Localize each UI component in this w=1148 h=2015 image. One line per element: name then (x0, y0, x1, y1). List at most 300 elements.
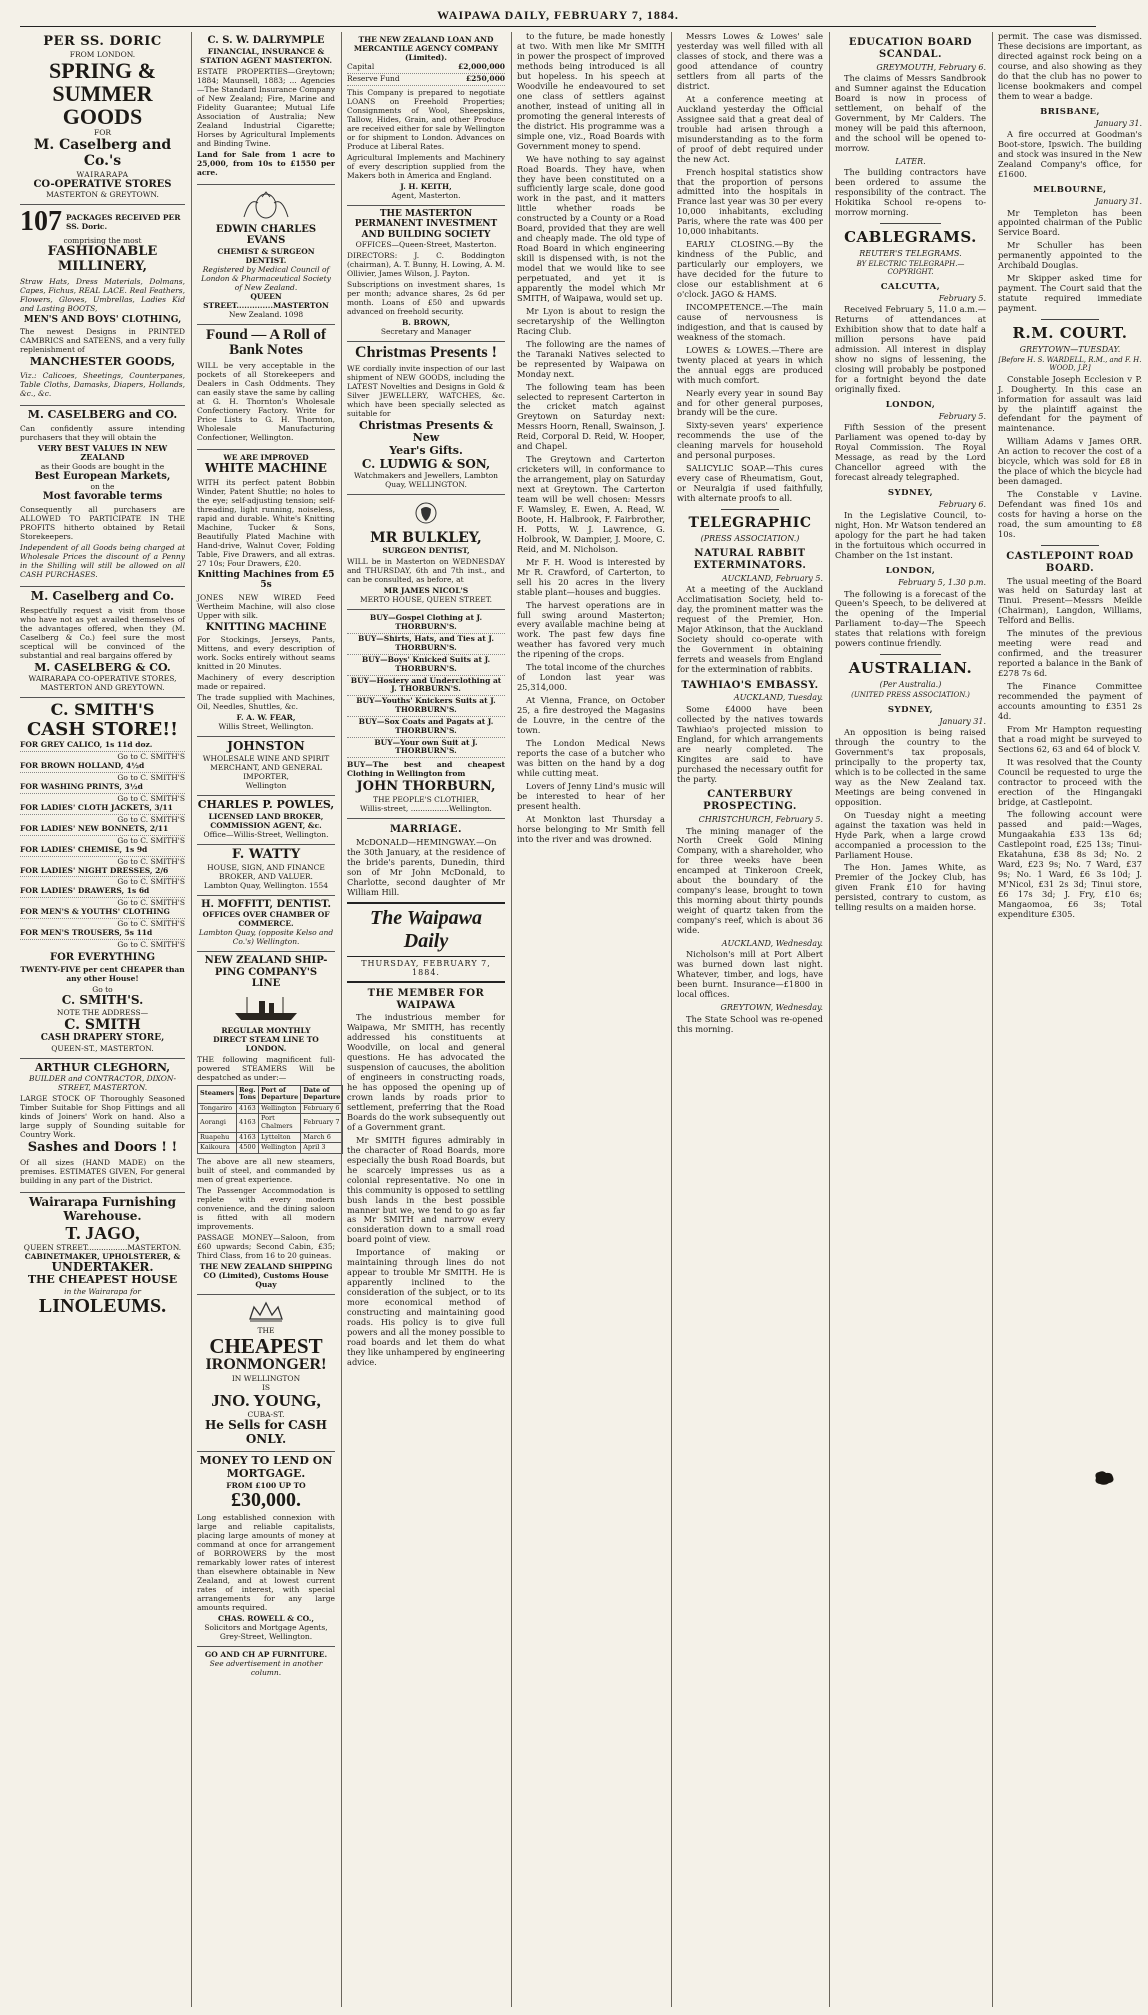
article-paragraph: In the Legislative Council, to-night, Hon. Mr Watson tendered an apology for the part he had taken in the fortuitous which occurred in Chamber on the 1st instant. (835, 510, 986, 561)
thorburn-item: BUY—Sox Coats and Pagats at J. THORBURN'S. (347, 717, 505, 738)
ad-text: THE NEW ZEALAND LOAN AND MERCANTILE AGENCY COMPANY (Limited). (353, 35, 499, 63)
price-row (20, 782, 185, 794)
ad-text: IN WELLINGTON (231, 1373, 301, 1383)
ad-body: THE following magnificent full-powered STEAMERS Will be despatched as under:— (197, 1054, 335, 1082)
ad-body: Can confidently assure intending purchasers that they will obtain the (20, 423, 185, 442)
ad-headline: C. S. W. DALRYMPLE (207, 35, 325, 47)
price-row (20, 907, 185, 919)
ad-headline: Wairarapa Furnishing (28, 1195, 177, 1210)
article-paragraph: Nicholson's mill at Port Albert was burned down last night. Whatever, timber, and logs, have been burnt. Insurance—£1800 in local offices. (677, 949, 823, 1000)
ad-text: FROM LONDON. (69, 50, 136, 60)
price-row (20, 824, 185, 836)
article-paragraph: At a conference meeting at Auckland yesterday the Official Assignee said that a great deal of trouble had arisen through a misunderstanding as to the form of proof of debt required under the new Act. (677, 93, 823, 164)
ad-headline: Bank Notes (229, 342, 303, 359)
price-source: Go to C. SMITH'S (117, 835, 185, 845)
price-source: Go to C. SMITH'S (117, 877, 185, 887)
ad-text: Wellington (245, 780, 287, 790)
cablegrams-subheading: BY ELECTRIC TELEGRAPH.—COPYRIGHT. (856, 260, 965, 277)
ad-headline: Best European Markets, (34, 470, 171, 482)
cablegrams-heading: CABLEGRAMS. (844, 228, 977, 247)
ad-headline: VERY BEST VALUES IN NEW ZEALAND (37, 442, 168, 462)
ad-text: MASTERTON & GREYTOWN. (46, 190, 159, 200)
ad-text: FROM £100 UP TO (226, 1480, 306, 1490)
ad-text: in the Wairarapa for (64, 1287, 141, 1297)
dateline: February 5. (938, 293, 986, 303)
city-heading: SYDNEY, (887, 704, 934, 715)
article-paragraph: Mr Lyon is about to resign the secretaryship of the Wellington Racing Club. (517, 305, 665, 336)
ad-body: This Company is prepared to negotiate LOANS on Freehold Properties; Consignments of Wool, Sheepskins, Tallow, Hides, Grain, and other Produce are received either for sale by Wellington or for shipment to London. Advances on Produce at Liberal Rates. (347, 87, 505, 151)
city-heading: SYDNEY, (887, 487, 934, 498)
divider (1041, 319, 1099, 320)
thornton-found-ad (197, 325, 335, 451)
thorburn-list (347, 613, 505, 758)
ad-text: PER SS. DORIC (43, 34, 162, 50)
ad-text: Lambton Quay, (opposite Kelso and Co.'s) Wellington. (198, 928, 334, 947)
ad-headline: MR BULKLEY, (370, 530, 482, 547)
price-label: FOR LADIES' NIGHT DRESSES, 2/6 (20, 865, 169, 875)
ad-headline: MANCHESTER GOODS, (29, 355, 176, 369)
article-paragraph: Mr Skipper asked time for payment. The Court said that the statute required immediate payment. (998, 273, 1142, 314)
ad-text: THE PEOPLE'S CLOTHIER, (372, 795, 480, 805)
row-value: £250,000 (465, 74, 505, 83)
price-source: Go to C. SMITH'S (117, 793, 185, 803)
article-paragraph: Mr F. H. Wood is interested by Mr R. Crawford, of Carterton, to sell his 20 acres in the livery stable plant—houses and buggies. (517, 556, 665, 597)
ad-headline: LINOLEUMS. (38, 1295, 167, 1318)
table-cell: Tongariro (198, 1103, 237, 1114)
young-ironmonger-ad (197, 1295, 335, 1452)
ad-text: CO-OPERATIVE STORES (33, 178, 172, 190)
article-paragraph: Constable Joseph Ecclesion v P. J. Dougherty. In this case an information for assault was laid by the plaintiff against the defendant for the payment of maintenance. (998, 373, 1142, 434)
ludwig-christmas-ad (347, 342, 505, 496)
australian-heading: AUSTRALIAN. (848, 659, 973, 678)
evans-ad (197, 185, 335, 325)
smith-cash-store-ad (20, 698, 185, 1058)
price-row (20, 761, 185, 773)
dateline: February 5. (938, 411, 986, 421)
caselberg-visit-ad (20, 587, 185, 698)
table-cell: 4163 (237, 1103, 259, 1114)
ad-body: DIRECTORS: J. C. Boddington (chairman), A. T. Bunny, H. Lowing, A. M. Ollivier, James Wilson, J. Payton. (347, 250, 505, 278)
table-cell: 4500 (237, 1143, 259, 1154)
ad-text: MR JAMES NICOL'S (383, 586, 469, 596)
powles-ad (197, 796, 335, 845)
ad-text: Agent, Masterton. (391, 190, 461, 200)
ad-headline: C. SMITH'S. (61, 993, 144, 1008)
article-paragraph: At Vienna, France, on October 25, a fire destroyed the Magasins de Louvre, in the centre of the town. (517, 695, 665, 736)
article-paragraph: The minutes of the previous meeting were read and confirmed, and the treasurer reported a balance in the Bank of £278 7s 6d. (998, 628, 1142, 679)
article-paragraph: The usual meeting of the Board was held on Saturday last at Tinui. Present—Messrs Meikle (Chairman), Langdon, Williams, Telford and Bellis. (998, 575, 1142, 626)
article-paragraph: At a meeting of the Auckland Acclimatisation Society, held to-day, the prominent matter was the request of the Premier, Hon. Major Atkinson, that the Auckland Society should co-operate with the Government in obtaining ferrets and weasels from England for the extermination of rabbits. (677, 584, 823, 674)
article-paragraph: The following is a forecast of the Queen's Speech, to be delivered at the opening of the Imperial Parliament to-day—The Speech states that relations with foreign powers continue friendly. (835, 588, 986, 649)
article-paragraph: Mr Templeton has been appointed chairman of the Public Service Board. (998, 207, 1142, 238)
running-head (20, 8, 1096, 27)
watty-ad (197, 845, 335, 896)
ad-headline: Warehouse. (63, 1209, 142, 1223)
article-paragraph: SALICYLIC SOAP.—This cures every case of Rheumatism, Gout, or Neuralgia if used faithfully, with alternate proofs to all. (677, 463, 823, 504)
ad-headline: MILLINERY, (57, 259, 148, 274)
article-paragraph: The following account were passed and paid:—Wages, Mungaakahia £33 13s 6d; Castlepoint road, £25 13s; Tinui-Ekatahuna, £38 8s 3d; No. 2 Ward, £23 9s; No. 7 Ward, £37 9s; No. 1 Ward, £6 3s 10d; J. M'Nicol, £31 2s 3d; Tinui store, £6 17s 3d; J. Fry, £10 6s; Mangaomoa, £6 3s; Total expenditure £305. (998, 809, 1142, 919)
ad-headline: CASH DRAPERY STORE, (40, 1033, 165, 1044)
article-paragraph: Nearly every year in sound Bay and for other general purposes, brandy will be the cure. (677, 387, 823, 418)
editorial-body (347, 1013, 505, 1367)
article-paragraph: INCOMPETENCE.—The main cause of nervousness is indigestion, and that is caused by weakness of the stomach. (677, 301, 823, 342)
dateline: January 31. (939, 716, 986, 726)
ad-headline: IRONMONGER! (205, 1356, 327, 1374)
ad-body: Machinery of every description made or repaired. (197, 673, 335, 692)
ad-text: Go to (92, 985, 113, 995)
article-paragraph: Mr SMITH figures admirably in the character of Road Boards, more especially the bush Road Boards, but he scarcely impresses us as a colonial representative. No one in this community is opposed to settling bush lands in the best possible manner but we, we tend to go as far as Mr SMITH and narrow every consideration down to a small road board point of view. (347, 1134, 505, 1245)
article-paragraph: William Adams v James ORR. An action to recover the cost of a bicycle, which was sold for £8 in the place of which the bicycle had been damaged. (998, 436, 1142, 487)
price-label: FOR MEN'S & YOUTHS' CLOTHING (20, 907, 170, 917)
moffitt-ad (197, 896, 335, 953)
ad-body: Of all sizes (HAND MADE) on the premises. ESTIMATES GIVEN, For general building in any part of the District. (20, 1158, 185, 1186)
ad-body: Agricultural Implements and Machinery of every description supplied from the Makers both in America and England. (347, 152, 505, 180)
article-paragraph: The London Medical News reports the case of a butcher who was bitten on the hand by a dog while cutting meat. (517, 737, 665, 778)
dateline: January 31. (1095, 197, 1142, 207)
ad-body: JONES NEW WIRED Feed Wertheim Machine, will also close Upper with silk. (197, 592, 335, 620)
ad-headline: CHARLES P. POWLES, (197, 797, 335, 811)
thorburn-item: BUY—Gospel Clothing at J. THORBURN'S. (347, 613, 505, 634)
price-source: Go to C. SMITH'S (117, 856, 185, 866)
ad-headline: THE CHEAPEST HOUSE (27, 1273, 178, 1287)
table-row (198, 1132, 343, 1143)
divider (721, 509, 779, 510)
ad-headline: H. MOFFITT, DENTIST. (201, 898, 331, 910)
article-paragraph: The harvest operations are in full swing around Masterton; every available machine being at work. The past few days fine weather has favored very much the ripening of the crops. (517, 599, 665, 660)
court-heading: R.M. COURT. (1012, 324, 1128, 343)
ad-text: THE NEW ZEALAND SHIPPING CO (Limited), Customs House Quay (199, 1262, 333, 1290)
price-label: FOR LADIES' CHEMISE, 1s 9d (20, 844, 148, 854)
ad-headline: C. LUDWIG & SON, (361, 456, 491, 471)
ad-text: Watchmakers and Jewellers, Lambton Quay, WELLINGTON. (354, 471, 498, 490)
article-paragraph: An opposition is being raised through the country to the Government's tax proposals, principally to the property tax, which is to be collected in the same way as the New Zealand tax. Meetings are being convened in opposition. (835, 727, 986, 807)
table-cell: April 3 (301, 1143, 343, 1154)
ad-body: WILL be in Masterton on WEDNESDAY and THURSDAY, 6th and 7th inst., and can be consulted, as before, at (347, 557, 505, 585)
ad-headline: CASH STORE!! (26, 718, 179, 740)
price-source: Go to C. SMITH'S (117, 898, 185, 908)
price-row (20, 803, 185, 815)
divider (1041, 545, 1099, 546)
ad-headline: GOODS (62, 104, 143, 130)
article-paragraph: Lovers of Jenny Lind's music will be interested to hear of her present health. (517, 780, 665, 811)
divider (880, 654, 940, 655)
price-label: FOR LADIES' CLOTH JACKETS, 3/11 (20, 802, 173, 812)
article-paragraph: LOWES & LOWES.—There are twenty placed at years in which the annual eggs are produced with much comfort. (677, 344, 823, 385)
price-label: FOR WASHING PRINTS, 3½d (20, 782, 143, 792)
article-paragraph: French hospital statistics show that the proportion of persons admitted into the hospitals in France last year was 30 per every 10,000 inhabitants, excluding Paris, where the rate was 400 per 10,000 inhabitants. (677, 166, 823, 237)
ad-body: The newest Designs in PRINTED CAMBRICS and SATEENS, and a very fully replenishment of (20, 327, 185, 355)
ad-text: See advertisement in another column. (209, 1658, 323, 1677)
steamship-icon (197, 993, 335, 1023)
white-machine-ad (197, 450, 335, 737)
article-paragraph: On Tuesday night a meeting against the taxation was held in Hyde Park, when a large crowd accompanied a procession to the Parliament House. (835, 809, 986, 860)
ad-headline: C. SMITH (64, 1017, 141, 1034)
city-heading: CALCUTTA, (880, 281, 941, 292)
ad-body: Land for Sale from 1 acre to 25,000, from 10s to £1550 per acre. (197, 149, 335, 177)
caselberg-packages-ad (20, 205, 185, 406)
table-header: Steamers (198, 1085, 237, 1103)
column-5 (677, 32, 830, 2007)
article-paragraph: The total income of the churches of London last year was 25,314,000. (517, 662, 665, 693)
ad-headline: JOHNSTON (227, 739, 305, 754)
ad-text: QUEEN STREET..............MASTERTON (203, 291, 329, 310)
price-row (20, 886, 185, 898)
ad-text: Willis Street, Wellington. (218, 722, 314, 732)
ad-headline: T. JAGO, (65, 1222, 140, 1243)
thorburn-item: BUY—Your own Suit at J. THORBURN'S. (347, 738, 505, 759)
ad-text: WAIRARAPA (76, 169, 129, 179)
article-paragraph: It was resolved that the County Council be requested to urge the contractor to proceed with the erection of the Hingangaki bridge, at Castlepoint. (998, 756, 1142, 807)
ad-body: The trade supplied with Machines, Oil, Needles, Shuttles, &c. (197, 693, 335, 712)
city-heading: LONDON, (885, 399, 936, 410)
ad-text: DIRECT STEAM LINE TO LONDON. (213, 1034, 319, 1053)
dateline: CHRISTCHURCH, February 5. (698, 815, 823, 825)
dateline: February 5, 1.30 p.m. (898, 578, 986, 588)
thorburn-ad (347, 610, 505, 819)
article-paragraph: Sixty-seven years' experience recommends the use of the cleaning marvels for household and personal purposes. (677, 420, 823, 461)
thorburn-item: BUY—Boys' Knicked Suits at J. THORBURN'S. (347, 655, 505, 676)
bulkley-dentist-ad (347, 495, 505, 610)
local-news-continued (677, 32, 823, 504)
ad-headline: THE MASTERTON PERMANENT INVESTMENT AND BUILDING SOCIETY (354, 208, 498, 240)
ad-text: CABINETMAKER, UPHOLSTERER, & (24, 1251, 181, 1261)
building-society-ad (347, 206, 505, 342)
court-subheading: GREYTOWN—TUESDAY. (1019, 344, 1121, 354)
running-head-title: WAIPAWA DAILY, FEBRUARY 7, 1884. (437, 8, 679, 22)
article-paragraph: Messrs Lowes & Lowes' sale yesterday was well filled with all classes of stock, and there was a good attendance of country settlers from all parts of the district. (677, 31, 823, 91)
article-paragraph: A fire occurred at Goodman's Boot-store, Ipswich. The building and stock was insured in the New Zealand Company's office, for £1600. (998, 129, 1142, 180)
ad-text: FOR (94, 128, 111, 138)
article-paragraph: Fifth Session of the present Parliament was opened to-day by Royal Commission. The Royal Message, as read by the Lord Chancellor agreed with the forecast already telegraphed. (835, 422, 986, 482)
ad-text: B. BROWN, (401, 317, 451, 327)
article-paragraph: The Greytown and Carterton cricketers will, in conformance to the arrangement, play on Saturday next at Greytown. The Carterton team will be well chosen: Messrs F. Wamsley, E. Ewen, A. Read, W. Boote, H. Halbrook, F. Fairbrother, H. Potts, W. J. Lawrence, G. Holbrook, W. Dampier, J. Moore, C. Reid, and M. Nicholson. (517, 454, 665, 554)
article-paragraph: The building contractors have been ordered to assume the responsibility of the contract. The Hokitika School re-opens to-morrow morning. (835, 167, 986, 218)
money-to-lend-ad (197, 1452, 335, 1646)
ad-headline: ARTHUR CLEGHORN, (34, 1060, 171, 1074)
dental-chair-icon (347, 501, 505, 527)
price-label: FOR LADIES' DRAWERS, 1s 6d (20, 886, 150, 896)
article-paragraph: The industrious member for Waipawa, Mr SMITH, has recently addressed his constituents at Woodville, on local and general questions. He has advocated the suspension of caucuses, the abolition of engineers in constructing roads, he has opposed the opening up of crown lands by roads prior to settlement, preferring that the Road Boards do the work subsequently out of a Government grant. (347, 1012, 505, 1132)
ad-text: Registered by Medical Council of London & Pharmaceutical Society of New Zealand. (201, 264, 331, 292)
ad-text: MERTO HOUSE, QUEEN STREET. (360, 595, 492, 605)
ad-headline: PING COMPANY'S (214, 966, 318, 978)
ad-headline: M. Caselberg and Co. (30, 588, 175, 603)
city-heading: BRISBANE, (1040, 106, 1100, 117)
table-row (198, 1103, 343, 1114)
article-paragraph: We have nothing to say against Road Boards. They have, when they have been constituted on a sufficiently large scale, done good work in the past, and it matters little whether roads be constructed by a County or a Road Board, provided that they are well and cheaply made. The old type of Road Board in which engineering skill is dispensed with, is not the model that we would like to see perpetuated, and yet it is apparently the model which Mr SMITH, of Waipawa, would set up. (517, 153, 665, 303)
editorial-heading: THE MEMBER FOR WAIPAWA (367, 987, 485, 1011)
dateline: AUCKLAND, February 5. (721, 573, 823, 583)
row-label: Capital (347, 62, 375, 72)
caselberg-notice (20, 406, 185, 587)
column-4 (517, 32, 672, 2007)
table-cell: February 7 (301, 1114, 343, 1132)
ad-text: REGULAR MONTHLY (221, 1025, 311, 1035)
ad-headline: LINE (251, 978, 281, 990)
ad-text: WE ARE IMPROVED (223, 453, 309, 463)
table-cell: Lyttelton (258, 1132, 300, 1143)
ad-headline: UNDERTAKER. (51, 1259, 154, 1274)
table-cell: March 6 (301, 1132, 343, 1143)
ad-headline: KNITTING MACHINE (205, 621, 327, 633)
dateline: January 31. (1095, 118, 1142, 128)
column-6 (835, 32, 993, 2007)
table-header: Date of Departure (301, 1085, 343, 1103)
ad-text: GO AND CH AP FURNITURE. (204, 1649, 328, 1659)
ad-headline: He Sells for CASH ONLY. (204, 1417, 328, 1446)
ad-headline: £30,000. (231, 1488, 301, 1511)
dateline: LATER. (895, 156, 926, 166)
ad-text: Solicitors and Mortgage Agents, Grey-Street, Wellington. (204, 1622, 328, 1641)
ad-headline: FOR EVERYTHING (50, 951, 155, 963)
jago-ad (20, 1193, 185, 1322)
price-label: FOR LADIES' NEW BONNETS, 2/11 (20, 823, 169, 833)
article-paragraph: The mining manager of the North Creek Gold Mining Company, with a shareholder, who for three weeks have been encamped at Tinkeroon Creek, about the boundary of the company's lease, brought to town this morning about thirty pounds weight of quartz taken from the company's reef, which is about 36 wide. (677, 825, 823, 936)
ad-headline: Christmas Presents ! (355, 343, 497, 361)
price-label: FOR BROWN HOLLAND, 4½d (20, 761, 145, 771)
ad-headline: Most favorable terms (42, 491, 163, 503)
ad-body: Respectfully request a visit from those who have not as yet availed themselves of the advantages offered, when they (M. Caselberg & Co.) feel sure the most sceptical will be convinced of the substantial and real bargains offered by (20, 605, 185, 660)
ad-headline: SUMMER (52, 81, 153, 107)
ad-headline: Found — A Roll of (205, 326, 327, 343)
ad-headline: EDWIN CHARLES EVANS (215, 223, 317, 247)
article-paragraph: Received February 5, 11.0 a.m.—Returns of attendances at Exhibition show that to date half a million persons have paid admission. All interest in display show no signs of lessening, the closing will probably be postponed for a fortnight beyond the date originally fixed. (835, 304, 986, 394)
ad-headline: SPRING & (49, 58, 156, 84)
ad-body: WITH its perfect patent Bobbin Winder, Patent Shuttle; no holes to the eye; self-adjusting tension; self-threading, light running, noiseless, rapid and durable. White's Knitting Machine, Tucker & Sons, Beautifully Plated Machine with Hand-drive, Walnut Cover, Folding Table, Five Drawers, and all extras. 27 10s; Four Drawers, £20. (197, 477, 335, 568)
ad-headline: F. WATTY (231, 846, 301, 862)
ad-text: NOTE THE ADDRESS— (56, 1008, 149, 1018)
ad-headline: NEW ZEALAND SHIP- (204, 955, 328, 967)
telegraphic-heading: TELEGRAPHIC (688, 515, 812, 532)
column-7 (998, 32, 1148, 2007)
article-paragraph: Some £4000 have been collected by the natives towards Tawhiao's projected mission to England, for which arrangements are nearly completed. The Kingites are said to have purchased the necessary outfit for the party. (677, 703, 823, 784)
ad-text: WAIRARAPA CO-OPERATIVE STORES, (28, 674, 177, 684)
price-source: Go to C. SMITH'S (117, 814, 185, 824)
table-cell: Wellington (258, 1103, 300, 1114)
price-source: Go to C. SMITH'S (117, 752, 185, 762)
local-news (517, 32, 665, 844)
thorburn-item: BUY—Hosiery and Underclothing at J. THORBURN'S. (347, 676, 505, 697)
table-header: Port of Departure (258, 1085, 300, 1103)
ad-headline: WHITE MACHINE (205, 461, 327, 476)
table-row (198, 1114, 343, 1132)
masthead-date: THURSDAY, FEBRUARY 7, 1884. (347, 956, 505, 978)
article-paragraph: The Hon. James White, as Premier of the Jockey Club, has given Frank £10 for having persisted, contrary to custom, as telling results on a maiden horse. (835, 862, 986, 913)
price-row (20, 928, 185, 940)
furniture-notice (197, 1647, 335, 1682)
article-paragraph: At Monkton last Thursday a horse belonging to Mr Smith fell into the river and was drowned. (517, 813, 665, 844)
ad-text: MASTERTON AND GREYTOWN. (40, 683, 165, 693)
row-value: £2,000,000 (458, 62, 505, 72)
price-row (20, 866, 185, 878)
ad-body: BUY—The best and cheapest Clothing in Wellington from (347, 760, 505, 779)
ad-headline: Sashes and Doors ! ! (27, 1140, 178, 1156)
ad-body: Viz.: Calicoes, Sheetings, Counterpanes, Table Cloths, Damasks, Diapers, Hollands, &c., &c. (20, 370, 185, 398)
column-1 (20, 32, 192, 2007)
ad-headline: MONEY TO LEND ON (199, 1454, 333, 1468)
city-heading: MELBOURNE, (1033, 185, 1107, 196)
shipping-table (197, 1085, 343, 1155)
ad-body: LARGE STOCK OF Thoroughly Seasoned Timber Suitable for Shop Fittings and all kinds of Joiners' Work on hand. Also a large supply of Sounding suitable for Country Work. (20, 1094, 185, 1140)
ad-body: PASSAGE MONEY—Saloon, from £60 upwards; Second Cabin, £35; Third Class, from 16 to 20 guineas. (197, 1233, 335, 1261)
price-source: Go to C. SMITH'S (117, 939, 185, 949)
price-row (20, 740, 185, 752)
article-paragraph: to the future, be made honestly at two. With men like Mr SMITH in power the prospect of improved methods being introduced is all but hopeless. In his speech at Woodville he endeavoured to set one class of settlers against another, instead of uniting all in promoting the general interests of the district. His programme was a simple one, viz., Road Boards with Government money to spend. (517, 31, 665, 151)
ad-text: Office—Willis-Street, Wellington. (203, 829, 329, 839)
ad-headline: JOHN THORBURN, (356, 779, 496, 795)
ad-headline: Knitting Machines from £5 5s (197, 569, 335, 591)
ad-body: ESTATE PROPERTIES—Greytown; 1884; Maunsell, 1883; ... Agencies—The Standard Insurance Company of New Zealand; Fire, Marine and Fidelity Guarantee; Mutual Life Association of Australia; New Zealand Industrial Cigarette; Horses by Agricultural Implements and Binding Twine. (197, 66, 335, 148)
ad-text: SURGEON DENTIST, (382, 546, 470, 556)
dateline: AUCKLAND, Tuesday. (733, 693, 823, 703)
ad-body: Long established connexion with large and reliable capitalists, placing large amounts of money at command at once for arrangement of BORROWERS by the most remarkably lower rates of interest than elsewhere obtainable in New Zealand, and at lowest current rates of interest, with special arrangements for any large amounts required. (197, 1512, 335, 1612)
ad-headline: M. CASELBERG & CO. (34, 660, 171, 674)
table-cell: Port Chalmers (258, 1114, 300, 1132)
article-paragraph: The following are the names of the Taranaki Natives selected to be represented by Waipawa on Monday next. (517, 338, 665, 379)
ink-blot-icon (1093, 1470, 1115, 1486)
article-paragraph: The State School was re-opened this morning. (677, 1013, 823, 1034)
table-cell: Kaikoura (198, 1143, 237, 1154)
ad-text: HOUSE, SIGN, AND FINANCE BROKER, AND VALUER. (207, 862, 325, 881)
section-heading: CASTLEPOINT ROAD BOARD. (1006, 550, 1134, 574)
ad-body: The above are all new steamers, built of steel, and commanded by men of great experience. (197, 1157, 335, 1185)
ad-text: QUEEN-ST., MASTERTON. (51, 1043, 154, 1053)
price-label: FOR MEN'S TROUSERS, 5s 11d (20, 928, 153, 938)
price-row (20, 845, 185, 857)
dateline: AUCKLAND, Wednesday. (721, 938, 823, 948)
dateline: GREYMOUTH, February 6. (876, 62, 986, 72)
ad-text: Secretary and Manager (380, 326, 472, 336)
ad-text: BUILDER and CONTRACTOR, DIXON-STREET, MASTERTON. (28, 1074, 177, 1093)
ad-body: For Stockings, Jerseys, Pants, Mittens, and every description of work. Socks entirely without seams knitted in 20 Minutes. (197, 635, 335, 672)
ad-headline: Year's Gifts. (389, 443, 463, 457)
section-heading: NATURAL RABBIT EXTERMINATORS. (693, 548, 807, 571)
ad-text: PACKAGES RECEIVED PER SS. Doric. (66, 213, 181, 232)
australian-subheading: (UNITED PRESS ASSOCIATION.) (851, 691, 970, 700)
thorburn-item: BUY—Youths' Knickers Suits at J. THORBURN'S. (347, 696, 505, 717)
table-cell: 4163 (237, 1132, 259, 1143)
section-heading: EDUCATION BOARD SCANDAL. (848, 37, 973, 60)
ad-text: as their Goods are bought in the (40, 461, 165, 471)
ad-text: OFFICES OVER CHAMBER OF COMMERCE. (202, 910, 330, 929)
cablegrams-subheading: REUTER'S TELEGRAMS. (859, 248, 962, 258)
article-paragraph: The following team has been selected to represent Carterton in the cricket match against Greytown on Saturday next: Messrs Hoorn, Renall, Swainson, J. Reid, Corporal D. Reid, W. Hooper, and Chapel. (517, 381, 665, 452)
masthead (347, 902, 505, 983)
article-paragraph: Importance of making or maintaining through lines do not appear to trouble Mr SMITH. He is apparently inclined to the consideration of the subject, or to its more economical method of constructing and maintaining good roads. His policy is to give full powers and all the money possible to road boards and let them do what they like unhampered by engineering advice. (347, 1247, 505, 1367)
ad-text: Lambton Quay, Wellington. 1554 (203, 880, 329, 890)
cleghorn-ad (20, 1059, 185, 1194)
table-cell: Aorangi (198, 1114, 237, 1132)
royal-arms-icon (197, 191, 335, 221)
ad-headline: M. Caselberg and Co.'s (33, 137, 172, 170)
ad-text: QUEEN STREET.................MASTERTON. (23, 1242, 182, 1252)
ad-text: THE (257, 1326, 275, 1336)
ad-headline: Christmas Presents & New (358, 418, 494, 445)
article-paragraph: Mr Schuller has been permanently appointed to the Archibald Douglas. (998, 240, 1142, 271)
marriage-heading: MARRIAGE. (389, 824, 463, 836)
dalrymple-ad (197, 32, 335, 185)
ad-text: CUBA-ST. (247, 1409, 285, 1419)
caselberg-doric-ad (20, 32, 185, 205)
ad-headline: CHEAPEST (209, 1334, 323, 1359)
section-heading: TAWHIAO'S EMBASSY. (681, 679, 819, 691)
article-paragraph: The Finance Committee recommended the payment of accounts amounting to £351 2s 4d. (998, 681, 1142, 721)
capital-row (347, 62, 505, 74)
thorburn-item: BUY—Shirts, Hats, and Ties at J. THORBURN'S. (347, 634, 505, 655)
article-paragraph: permit. The case was dismissed. These decisions are important, as directed against rock being on a course, and also showing as they do that the club has no power to license bookmakers and compel them to wear a badge. (998, 31, 1142, 101)
article-paragraph: The claims of Messrs Sandbrook and Sumner against the Education Board is now in process of settlement, on behalf of the Government, by Mr Calders. The money will be paid this afternoon, and the school will be opened to-morrow. (835, 73, 986, 153)
price-label: FOR GREY CALICO, 1s 11d doz. (20, 740, 153, 750)
